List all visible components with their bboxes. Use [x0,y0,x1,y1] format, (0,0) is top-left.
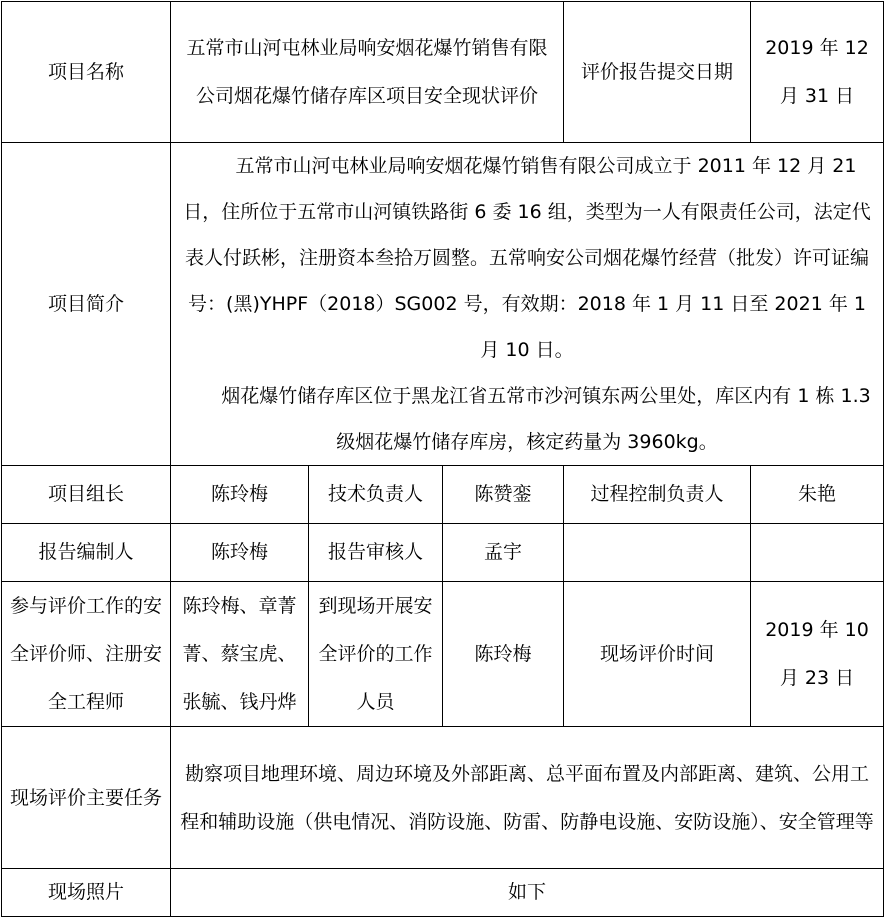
report-date-label: 评价报告提交日期 [564,2,751,143]
project-name-label: 项目名称 [2,2,171,143]
report-author-label: 报告编制人 [2,524,171,582]
project-leader-label: 项目组长 [2,466,171,524]
tech-lead-label: 技术负责人 [309,466,443,524]
project-leader-value: 陈玲梅 [171,466,309,524]
row-photos [2,869,884,917]
onsite-time-value: 2019 年 10 月 23 日 [751,582,884,727]
report-date-value: 2019 年 12 月 31 日 [751,2,884,143]
report-reviewer-value: 孟宇 [443,524,564,582]
empty-cell-1 [564,524,751,582]
site-photos-value: 如下 [171,869,884,917]
onsite-time-label: 现场评价时间 [564,582,751,727]
process-control-value: 朱艳 [751,466,884,524]
participants-value: 陈玲梅、章菁菁、蔡宝虎、张毓、钱丹烨 [171,582,309,727]
row-author-reviewer [2,524,884,582]
project-summary-paragraph-2: 烟花爆竹储存库区位于黑龙江省五常市沙河镇东两公里处，库区内有 1 栋 1.3 级烟花爆竹储存库房，核定药量为 3960kg。 [221,385,871,453]
row-leaders [2,466,884,524]
report-author-value: 陈玲梅 [171,524,309,582]
process-control-label: 过程控制负责人 [564,466,751,524]
onsite-staff-value: 陈玲梅 [443,582,564,727]
project-name-value: 五常市山河屯林业局响安烟花爆竹销售有限公司烟花爆竹储存库区项目安全现状评价 [171,2,564,143]
report-reviewer-label: 报告审核人 [309,524,443,582]
main-tasks-value: 勘察项目地理环境、周边环境及外部距离、总平面布置及内部距离、建筑、公用工程和辅助设施（供电情况、消防设施、防雷、防静电设施、安防设施）、安全管理等 [171,727,884,869]
empty-cell-2 [751,524,884,582]
main-tasks-label: 现场评价主要任务 [2,727,171,869]
row-project-summary [2,143,884,466]
tech-lead-value: 陈赞銮 [443,466,564,524]
participants-label: 参与评价工作的安全评价师、注册安全工程师 [2,582,171,727]
project-info-table [1,1,884,917]
project-summary-paragraph-1: 五常市山河屯林业局响安烟花爆竹销售有限公司成立于 2011 年 12 月 21 日，住所位于五常市山河镇铁路街 6 委 16 组，类型为一人有限责任公司，法定代表人付跃彬，注册资本叁拾万圆整。五常响安公司烟花爆竹经营（批发）许可证编号：(黑)YHPF（2018）SG002 号，有效期：2018 年 1 月 11 日至 2021 年 1 月 10 日。 [183,155,871,361]
row-project-name [2,2,884,143]
row-main-tasks [2,727,884,869]
project-summary-label: 项目简介 [2,143,171,466]
project-summary-cell [171,143,884,466]
site-photos-label: 现场照片 [2,869,171,917]
onsite-staff-label: 到现场开展安全评价的工作人员 [309,582,443,727]
row-participants [2,582,884,727]
